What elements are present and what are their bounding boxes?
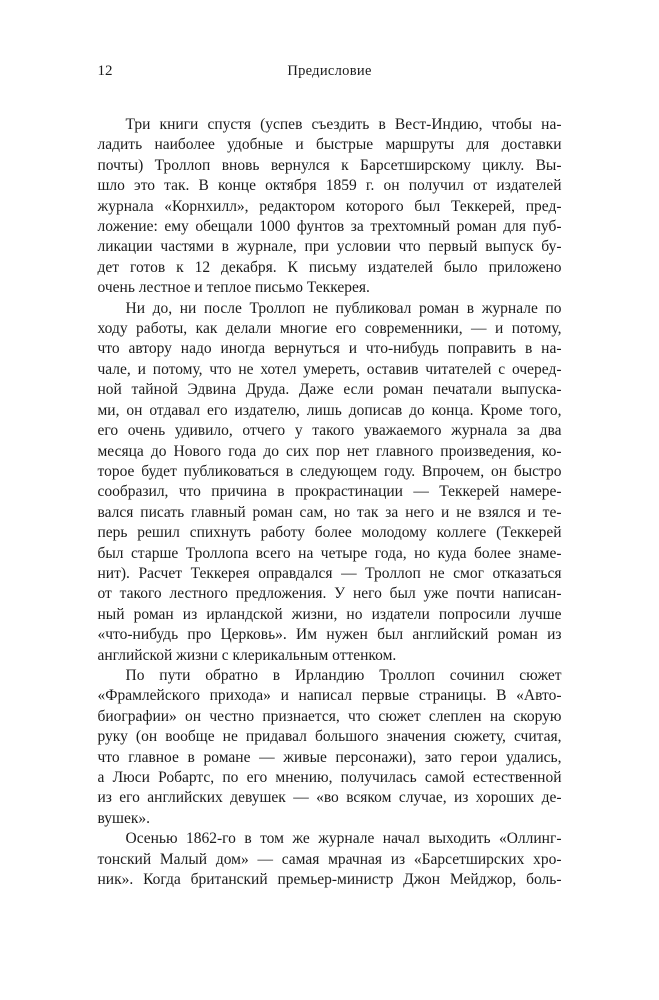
page-header: [98, 63, 562, 80]
paragraph: [98, 115, 562, 299]
text-line: месяца до Нового года до сих пор нет главного произведения, ко-: [97, 442, 562, 460]
text-line: шло это так. В конце октября 1859 г. он получил от издателей: [97, 177, 562, 195]
text-line: журнала «Корнхилл», редактором которого был Теккерей, пред-: [97, 197, 562, 215]
text-line: английской жизни с клерикальным оттенком.: [97, 646, 397, 664]
page-number: 12: [97, 63, 113, 79]
text-line: руку (он вообще не придавал большого значения сюжету, считая,: [97, 728, 562, 746]
text-line: Три книги спустя (успев съездить в Вест-Индию, чтобы на-: [125, 116, 562, 133]
text-line: дет готов к 12 декабря. К письму издателей было приложено: [97, 258, 562, 276]
text-line: нит). Расчет Теккерея оправдался — Троллоп не смог отказаться: [97, 564, 562, 582]
text-line: тонский Малый дом» — самая мрачная из «Барсетширских хро-: [97, 850, 562, 868]
text-line: ник». Когда британский премьер-министр Джон Мейджор, боль-: [97, 871, 562, 889]
text-line: что главное в романе — живые персонажи), зато герои удались,: [97, 748, 562, 766]
text-line: вушек».: [97, 809, 151, 827]
body-text: [98, 115, 562, 890]
text-line: из его английских девушек — «во всяком случае, из хороших де-: [97, 789, 562, 807]
text-line: ми, он отдавал его издателю, лишь дописав до конца. Кроме того,: [97, 401, 562, 419]
paragraph: [98, 666, 562, 829]
text-line: ликации частями в журнале, при условии что первый выпуск бу-: [97, 238, 562, 256]
text-line: ходу работы, как делали многие его современники, — и потому,: [97, 320, 562, 338]
text-line: вался писать главный роман сам, но так за него и не взялся и те-: [97, 503, 562, 521]
text-line: «что-нибудь про Церковь». Им нужен был английский роман из: [97, 626, 562, 644]
text-line: Ни до, ни после Троллоп не публиковал роман в журнале по: [125, 299, 562, 317]
text-line: перь решил спихнуть работу более молодому коллеге (Теккерей: [97, 524, 562, 542]
text-line: сообразил, что причина в прокрастинации — Теккерей намере-: [97, 483, 562, 501]
paragraph: [98, 829, 562, 890]
text-line: а Люси Робартс, по его мнению, получилась самой естественной: [97, 769, 562, 786]
text-line: что автору надо иногда вернуться и что-нибудь поправить в на-: [97, 340, 562, 358]
text-line: был старше Троллопа всего на четыре года, но куда более знаме-: [97, 544, 562, 562]
text-line: Осенью 1862-го в том же журнале начал выходить «Оллинг-: [125, 830, 562, 848]
paragraph: [98, 299, 562, 666]
text-line: его очень удивило, отчего у такого уважаемого журнала за два: [97, 422, 562, 440]
text-line: торое будет публиковаться в следующем году. Впрочем, он быстро: [97, 462, 562, 480]
text-line: ный роман из ирландской жизни, но издатели попросили лучше: [97, 605, 562, 623]
text-line: По пути обратно в Ирландию Троллоп сочинил сюжет: [125, 666, 562, 684]
text-line: ладить наиболее удобные и быстрые маршруты для доставки: [97, 136, 562, 154]
text-line: «Фрамлейского прихода» и написал первые страницы. В «Авто-: [97, 687, 562, 705]
text-line: очень лестное и теплое письмо Теккерея.: [97, 279, 370, 297]
text-line: чале, и потому, что не хотел умереть, оставив читателей с очеред-: [97, 360, 562, 378]
text-line: ной тайной Эдвина Друда. Даже если роман печатали выпуска-: [97, 381, 562, 399]
text-line: ложение: ему обещали 1000 фунтов за трехтомный роман для пуб-: [97, 218, 562, 236]
text-line: биографии» он честно признается, что сюжет слеплен на скорую: [97, 707, 562, 725]
text-line: почты) Троллоп вновь вернулся к Барсетширскому циклу. Вы-: [97, 156, 562, 174]
text-line: от такого лестного предложения. У него был уже почти написан-: [97, 585, 562, 603]
text-column: [98, 0, 562, 890]
running-header: Предисловие: [287, 63, 372, 79]
